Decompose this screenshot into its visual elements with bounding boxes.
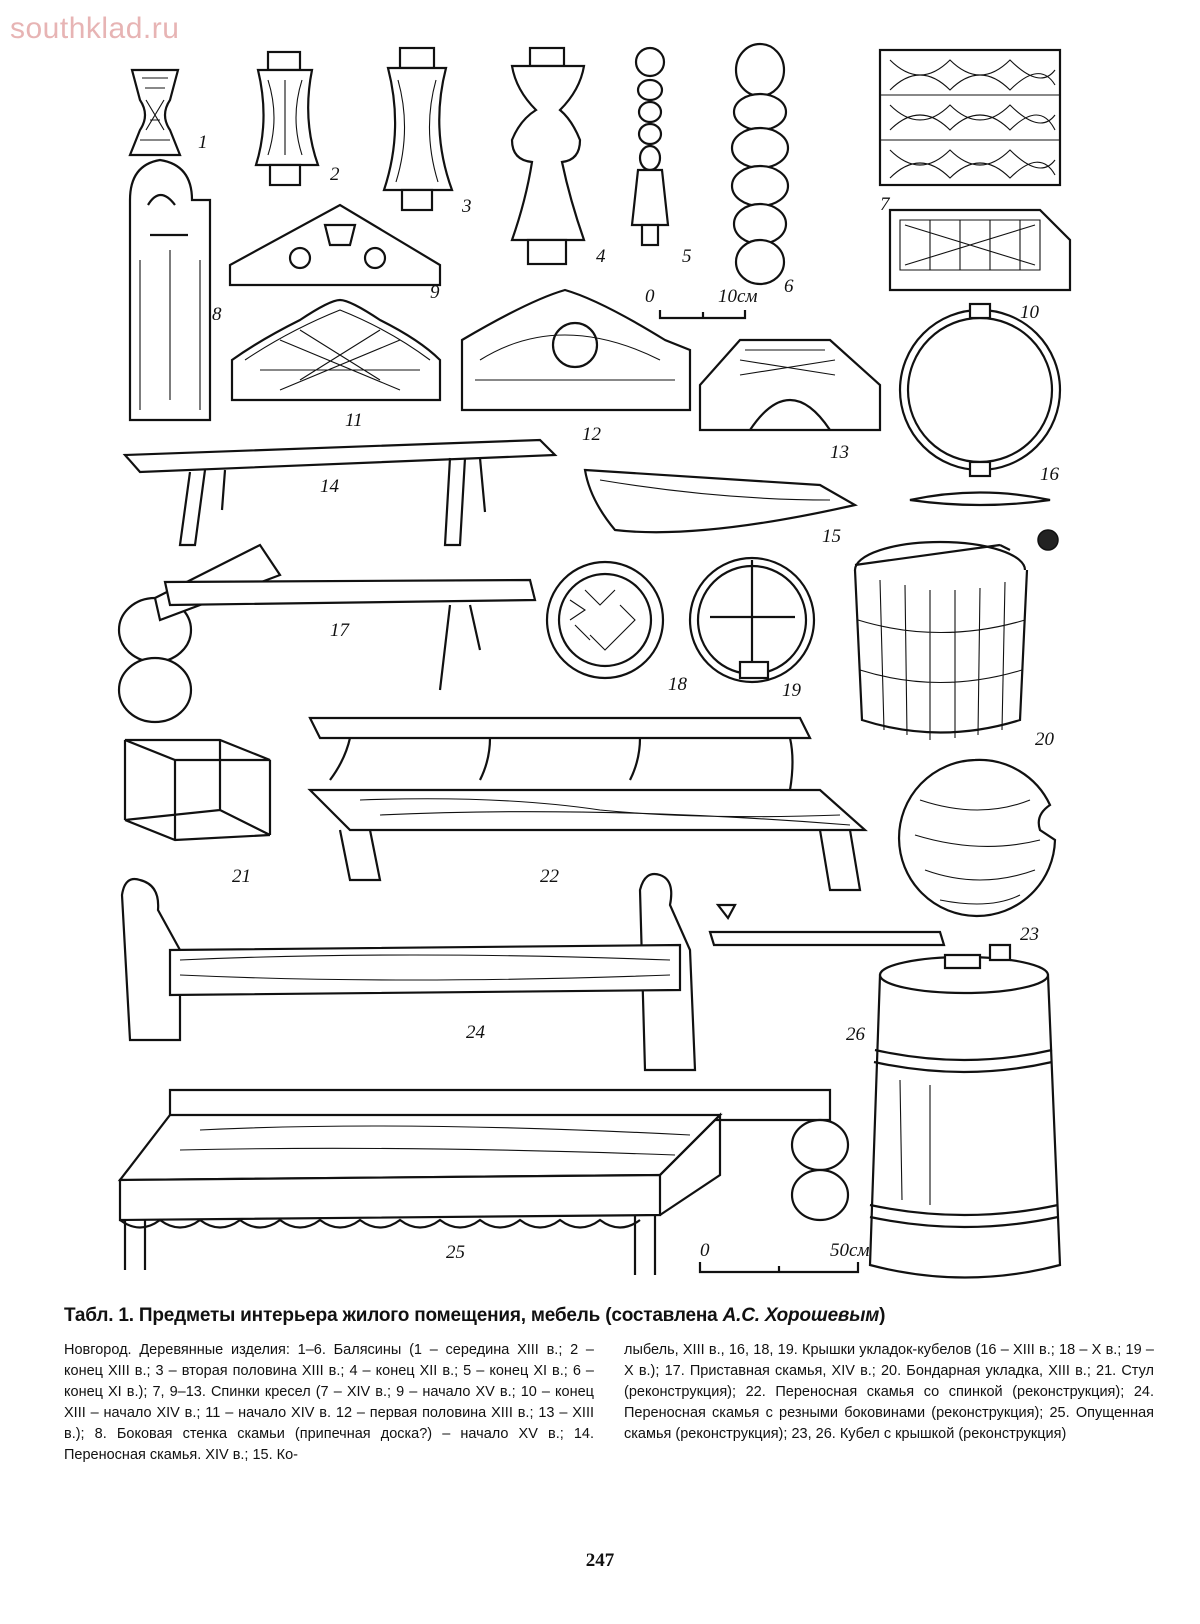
item-6-baluster [732,44,788,284]
item-1-baluster [130,70,180,155]
item-24-bench [122,874,695,1070]
item-4-baluster [512,48,584,264]
caption-column-right: лыбель, XIII в., 16, 18, 19. Крышки укладок-кубелов (16 – XIII в.; 18 – X в.; 19 – X в.); 17. Приставная скамья, XIV в.; 20. Бондарная укладка, XIII в.; 21. Стул (реконструкция); 22. Переносная скамья со спинкой (реконструкция); 24. Переносная скамья с резными боковинами (реконструкция); 25. Опущенная скамья (реконструкция); 23, 26. Кубел с крышкой (реконструкция) [624,1342,1154,1442]
scale-large-end: 50см [830,1240,870,1261]
figure-number: 9 [430,282,440,303]
figure-number: 20 [1035,729,1054,750]
figure-number: 14 [320,476,339,497]
caption-author: А.С. Хорошевым [722,1305,880,1326]
figure-number: 23 [1020,924,1039,945]
scale-small-end: 10см [718,286,758,307]
figure-number: 11 [345,410,363,431]
item-13-chair-back [700,340,880,430]
item-5-baluster [632,48,668,245]
figure-number: 22 [540,866,559,887]
figure-number: 15 [822,526,841,547]
item-2-baluster [256,52,318,185]
item-11-chair-back [232,300,440,400]
watermark: southklad.ru [10,12,180,45]
item-12-chair-back [462,290,690,410]
item-10-chair-back [890,210,1070,290]
item-8-bench-side [130,160,210,420]
figure-number: 1 [198,132,208,153]
item-9-chair-back [230,205,440,285]
figure-number: 17 [330,620,349,641]
figure-number: 21 [232,866,251,887]
item-20-tub [855,530,1058,740]
figure-number: 2 [330,164,340,185]
figure-number: 7 [880,194,890,215]
figure-number: 13 [830,442,849,463]
scale-bar-large [700,1240,870,1272]
item-22-bench-with-back [310,718,865,890]
item-19-lid [690,558,814,682]
caption-title-end: ) [879,1305,886,1326]
figure-number: 10 [1020,302,1039,323]
item-14-bench [125,440,555,545]
caption-title-text: Табл. 1. Предметы интерьера жилого помещения, мебель (составлена [64,1305,723,1326]
caption-title [64,1305,1154,1327]
item-15-cradle [585,470,855,532]
figure-number: 18 [668,674,687,695]
figure-number: 4 [596,246,606,267]
figure-number: 6 [784,276,794,297]
figure-number: 26 [846,1024,865,1045]
figure-number: 12 [582,424,601,445]
page-number: 247 [585,1550,615,1571]
caption-column-left: Новгород. Деревянные изделия: 1–6. Балясины (1 – середина XIII в.; 2 – конец XIII в.; 3 – вторая половина XIII в.; 4 – конец XII в.; 5 – конец XI в.; 6 – конец XI в.); 7, 9–13. Спинки кресел (7 – XIV в.; 9 – начало XV в.; 10 – конец XIII – начало XIV в.; 11 – начало XIV в. 12 – первая половина XIII в.; 13 – XIII в.); 8. Боковая стенка скамьи (припечная доска?) – начало XV в.; 14. Переносная скамья. XIV в.; 15. Ко- [64,1342,594,1463]
item-18-lid [547,562,663,678]
figure-number: 8 [212,304,222,325]
scale-large-start: 0 [700,1240,710,1261]
item-25-bench [120,1090,848,1275]
item-17-bench [119,545,535,722]
figure-number: 3 [462,196,472,217]
figure-number: 19 [782,680,801,701]
item-26-kubel [870,945,1060,1278]
scale-bar-small [645,286,758,318]
figure-number: 5 [682,246,692,267]
item-21-stool [125,740,270,840]
figure-number: 25 [446,1242,465,1263]
item-16-lid [900,304,1060,505]
figure-number: 16 [1040,464,1059,485]
item-3-baluster [384,48,452,210]
item-23-lid [899,760,1055,916]
item-7-chair-back [880,50,1060,185]
figure-number: 24 [466,1022,485,1043]
item-26-stick [710,905,944,945]
scale-small-start: 0 [645,286,655,307]
caption-body [64,1340,1154,1466]
